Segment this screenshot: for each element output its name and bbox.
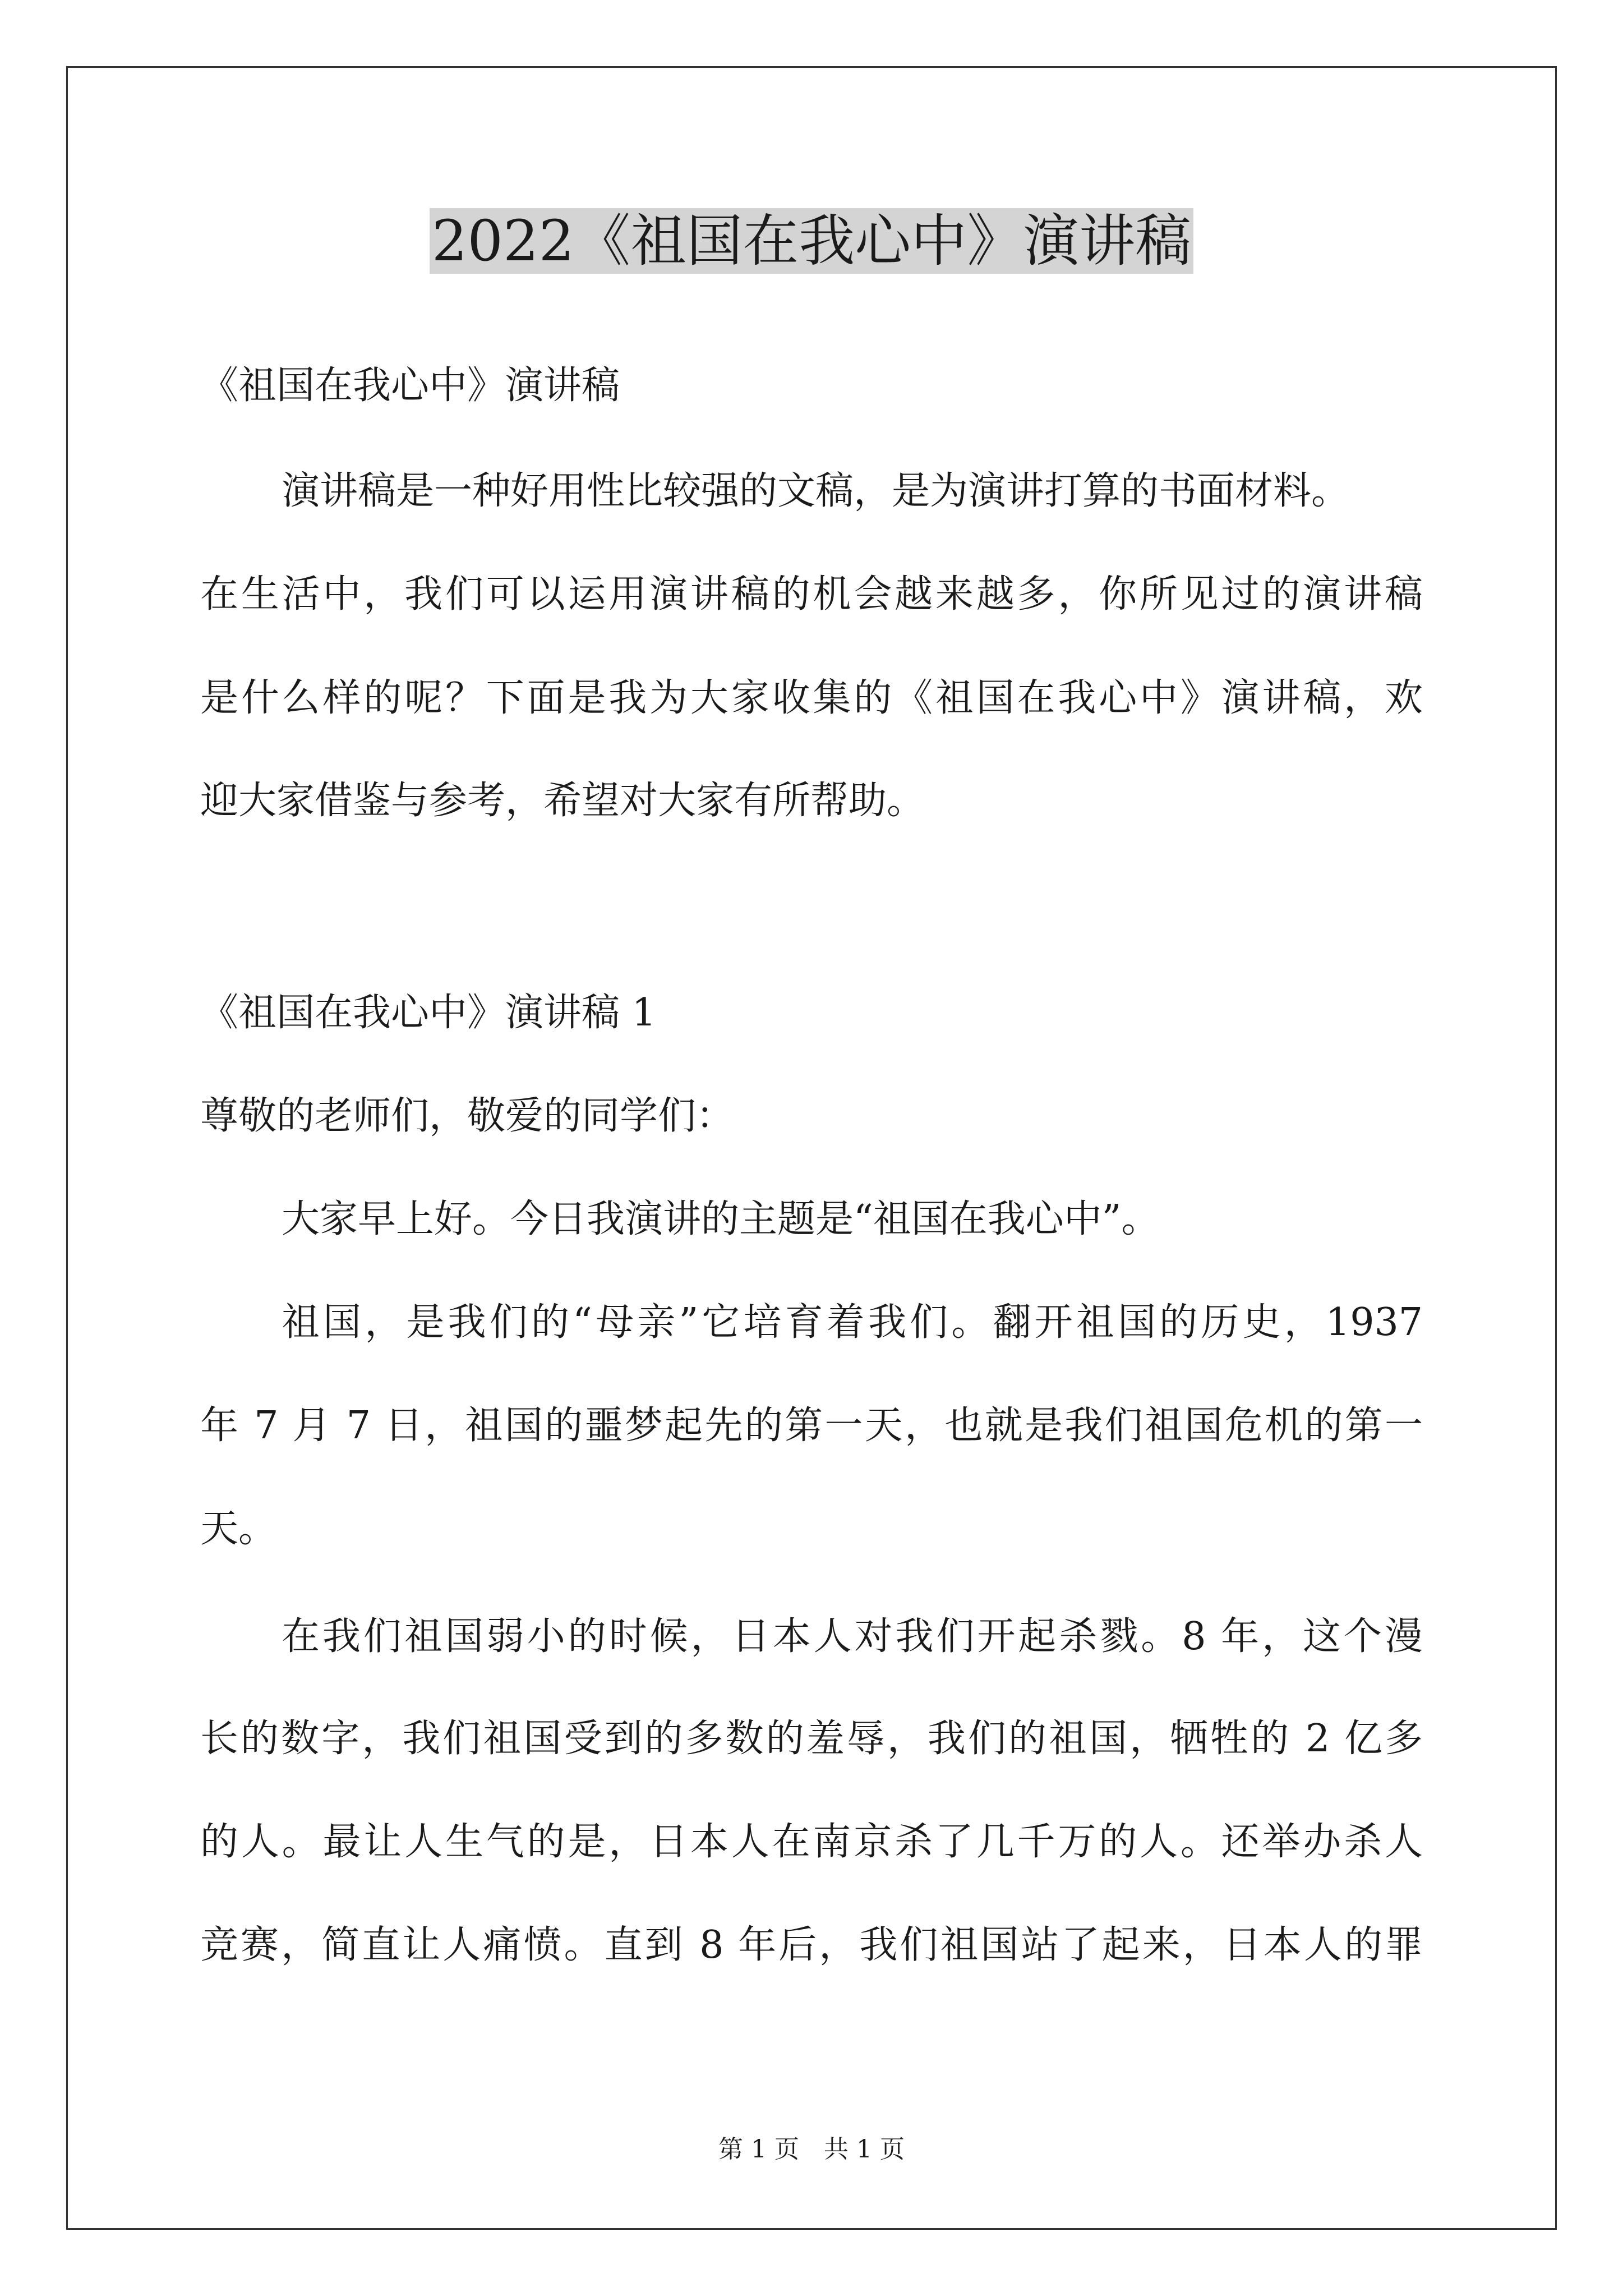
paragraph-line: 祖国，是我们的“母亲”它培育着我们。翻开祖国的历史，1937 — [282, 1300, 1423, 1345]
paragraph-line: 迎大家借鉴与参考，希望对大家有所帮助。 — [200, 779, 925, 823]
paragraph-line: 在生活中，我们可以运用演讲稿的机会越来越多，你所见过的演讲稿 — [200, 572, 1423, 616]
document-title — [0, 202, 1623, 280]
section-heading: 《祖国在我心中》演讲稿 1 — [200, 991, 656, 1035]
paragraph-line: 的人。最让人生气的是，日本人在南京杀了几千万的人。还举办杀人 — [200, 1820, 1423, 1864]
paragraph-line: 年 7 月 7 日，祖国的噩梦起先的第一天，也就是我们祖国危机的第一 — [200, 1404, 1423, 1448]
paragraph-line: 在我们祖国弱小的时候，日本人对我们开起杀戮。8 年，这个漫 — [282, 1614, 1423, 1659]
paragraph-line: 大家早上好。今日我演讲的主题是“祖国在我心中”。 — [282, 1197, 1160, 1241]
paragraph-line: 是什么样的呢？下面是我为大家收集的《祖国在我心中》演讲稿，欢 — [200, 676, 1423, 720]
subtitle-line: 《祖国在我心中》演讲稿 — [200, 364, 620, 408]
page-footer: 第 1 页 共 1 页 — [718, 2135, 905, 2164]
paragraph-line: 竞赛，简直让人痛愤。直到 8 年后，我们祖国站了起来，日本人的罪 — [200, 1923, 1423, 1967]
paragraph-line: 演讲稿是一种好用性比较强的文稿，是为演讲打算的书面材料。 — [282, 469, 1350, 513]
paragraph-line: 长的数字，我们祖国受到的多数的羞辱，我们的祖国，牺牲的 2 亿多 — [200, 1717, 1423, 1761]
document-title-text: 2022《祖国在我心中》演讲稿 — [430, 208, 1194, 274]
salutation-line: 尊敬的老师们，敬爱的同学们： — [200, 1094, 735, 1138]
paragraph-line: 天。 — [200, 1507, 277, 1551]
